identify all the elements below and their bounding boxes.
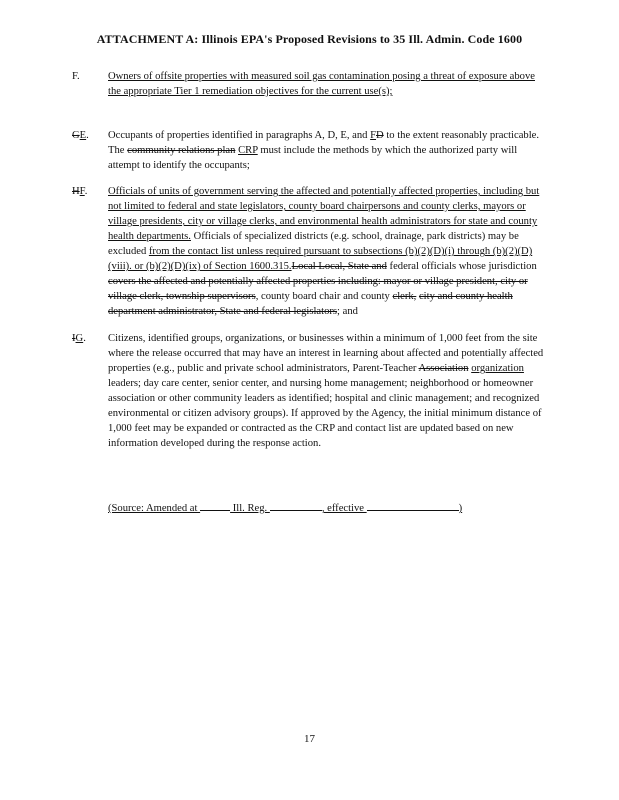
blank-effective-date	[367, 500, 459, 511]
inserted-text: organization	[471, 363, 524, 375]
inserted-text: (Source: Amended at Ill. Reg. , effective )	[108, 503, 462, 514]
paragraph-h	[72, 184, 548, 319]
deleted-text: G	[72, 130, 80, 141]
inserted-text: F	[79, 186, 85, 197]
paragraph-label: IG.	[72, 333, 86, 344]
blank-page	[270, 500, 322, 511]
inserted-text: F	[370, 130, 377, 141]
source-note	[108, 500, 548, 516]
deleted-text: I	[72, 333, 76, 344]
deleted-text: covers the affected and potentially affected properties including: mayor or village president, city or village clerk, township supervisors	[108, 276, 528, 303]
page-number: 17	[304, 733, 315, 745]
inserted-text: Owners of offsite properties with measured soil gas contamination posing a threat of exposure above the appropriate Tier 1 remediation objectives for the current use(s);	[108, 71, 535, 98]
deleted-text: city and county health department administrator, State and federal legislators	[108, 291, 513, 318]
paragraph-text: Officials of units of government serving the affected and potentially affected properties, including but not limited to federal and state legislators, county board chairpersons and county clerks, mayors or village presidents, city or village clerks, and environmental health administrators for state and county health departments. Officials of specialized districts (e.g. school, drainage, park districts) may be excluded from the contact list unless required pursuant to subsections (b)(2)(D)(i) through (b)(2)(D)(viii). or (b)(2)(D)(ix) of Section 1600.315.Local Local, State and federal officials whose jurisdiction covers the affected and potentially affected properties including: mayor or village president, city or village clerk, township supervisors, county board chair and county clerk, city and county health department administrator, State and federal legislators; and	[108, 186, 540, 318]
paragraph-label: HF.	[72, 186, 88, 197]
deleted-text: clerk,	[392, 291, 417, 303]
paragraph-label: F.	[72, 71, 80, 82]
inserted-text: G	[75, 333, 84, 344]
paragraph-text: Occupants of properties identified in paragraphs A, D, E, and FD to the extent reasonably practicable. The community relations plan CRP must include the methods by which the authorized party will attempt to identify the occupants;	[108, 130, 539, 172]
deleted-text: D	[376, 130, 384, 141]
paragraph-text	[108, 69, 548, 99]
inserted-text: E	[79, 130, 87, 141]
inserted-text: Officials of units of government serving the affected and potentially affected properties, including but not limited to federal and state legislators, county board chairpersons and county clerks, mayors or village presidents, city or village clerks, and environmental health administrators for state and county health departments.	[108, 186, 540, 243]
paragraph-i	[72, 331, 548, 451]
deleted-text: community relations plan	[127, 145, 236, 157]
paragraph-label: GE.	[72, 130, 89, 141]
blank-volume	[200, 500, 230, 511]
deleted-text: Local Local, State and	[291, 261, 387, 273]
paragraph-f	[72, 69, 548, 99]
inserted-text: from the contact list unless required pursuant to subsections (b)(2)(D)(i) through (b)(2)(D)(viii). or (b)(2)(D)(ix) of Section 1600.315.	[108, 246, 533, 273]
deleted-text: H	[72, 186, 80, 197]
page-header: ATTACHMENT A: Illinois EPA's Proposed Revisions to 35 Ill. Admin. Code 1600	[96, 32, 523, 46]
paragraph-g	[72, 128, 548, 173]
inserted-text: CRP	[238, 145, 258, 157]
paragraph-text: Citizens, identified groups, organizations, or businesses within a minimum of 1,000 feet from the site where the release occurred that may have an interest in learning about affected and potentially affected properties (e.g., public and private school administrators, Parent-Teacher Association organization leaders; day care center, senior center, and nursing home management; neighborhood or homeowner association or other community leaders as identified; hospital and clinic management; and recognized environmental or citizen advisory groups). If approved by the Agency, the initial minimum distance of 1,000 feet may be expanded or contracted as the CRP and contact list are updated based on new information developed during the response action.	[108, 333, 544, 450]
deleted-text: Association	[418, 363, 469, 375]
